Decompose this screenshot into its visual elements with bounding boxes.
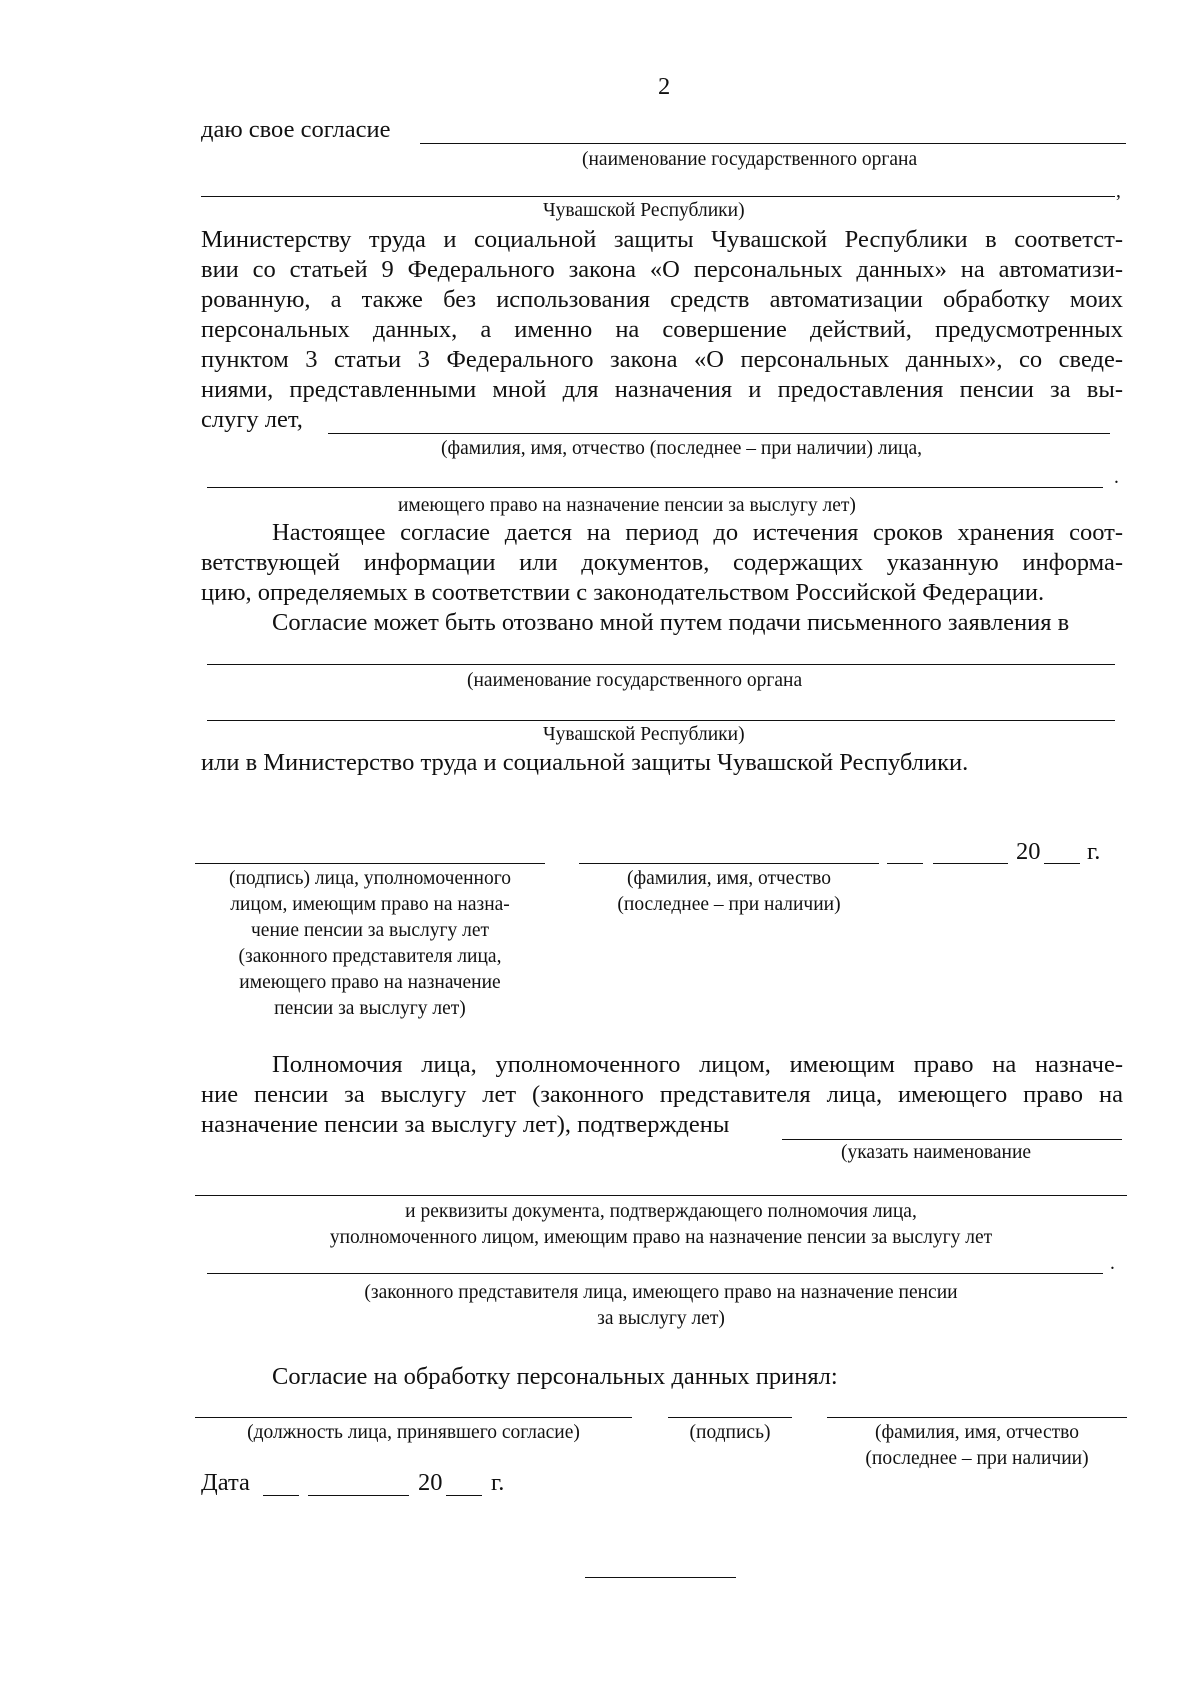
comma-mark: , (1116, 181, 1121, 202)
caption-position: (должность лица, принявшего согласие) (247, 1422, 580, 1443)
caption-signature-2: лицом, имеющим право на назна- (230, 894, 510, 915)
caption-signature-5: имеющего право на назначение (239, 972, 501, 993)
date-year-suffix: г. (491, 1469, 505, 1496)
consent-intro: даю свое согласие (201, 116, 391, 143)
period-mark-2: . (1110, 1253, 1115, 1274)
para1-line-6: ниями, представленными мной для назначения и предоставления пенсии за вы- (201, 376, 1123, 403)
authority-doc-line-2[interactable] (195, 1195, 1127, 1196)
caption-accept-signature: (подпись) (689, 1422, 771, 1443)
applicant-name-line-2[interactable] (207, 487, 1103, 488)
date-label: Дата (201, 1469, 250, 1496)
authority-doc-line-3[interactable] (207, 1273, 1103, 1274)
caption-fio-line-1: (фамилия, имя, отчество (последнее – при наличии) лица, (441, 438, 922, 459)
caption-state-body-1: (наименование государственного органа (582, 149, 918, 170)
para2-line-1: Настоящее согласие дается на период до истечения сроков хранения соот- (272, 519, 1123, 546)
sign-year-suffix: г. (1087, 838, 1101, 865)
revocation-body-line-2[interactable] (207, 720, 1115, 721)
revocation-body-line-1[interactable] (207, 664, 1115, 665)
para2-line-2: ветствующей информации или документов, содержащих указанную информа- (201, 549, 1123, 576)
para4-line-1: Полномочия лица, уполномоченного лицом, имеющим право на назначе- (272, 1051, 1123, 1078)
para1-line-2: вии со статьей 9 Федерального закона «О персональных данных» на автоматизи- (201, 256, 1123, 283)
caption-signature-4: (законного представителя лица, (238, 946, 502, 967)
caption-signature-1: (подпись) лица, уполномоченного (229, 868, 511, 889)
authority-doc-line-1[interactable] (782, 1139, 1122, 1140)
applicant-name-line-1[interactable] (328, 433, 1110, 434)
sign-year-line[interactable] (1044, 863, 1080, 864)
caption-chuvash-2: Чувашской Республики) (543, 724, 745, 745)
para4-line-3: назначение пенсии за выслугу лет), подтверждены (201, 1111, 730, 1138)
signer-fio-line[interactable] (579, 863, 879, 864)
date-year-line[interactable] (446, 1495, 482, 1496)
caption-signer-fio-2: (последнее – при наличии) (617, 894, 841, 915)
caption-chuvash-1: Чувашской Республики) (543, 200, 745, 221)
para1-line-3: рованную, а также без использования средств автоматизации обработку моих (201, 286, 1123, 313)
para4-line-2: ние пенсии за выслугу лет (законного представителя лица, имеющего право на (201, 1081, 1123, 1108)
caption-doc-details-2: уполномоченного лицом, имеющим право на назначение пенсии за выслугу лет (329, 1227, 993, 1248)
state-body-line-2[interactable] (201, 196, 1115, 197)
caption-accept-fio-2: (последнее – при наличии) (865, 1448, 1089, 1469)
caption-doc-rep-2: за выслугу лет) (597, 1308, 725, 1329)
para2-line-3: цию, определяемых в соответствии с законодательством Российской Федерации. (201, 579, 1045, 606)
page-number: 2 (658, 73, 671, 100)
sign-month-line[interactable] (933, 863, 1008, 864)
caption-state-body-2: (наименование государственного органа (467, 670, 803, 691)
sign-day-line[interactable] (887, 863, 923, 864)
caption-doc-rep-1: (законного представителя лица, имеющего право на назначение пенсии (364, 1282, 958, 1303)
para1-line-4: персональных данных, а именно на совершение действий, предусмотренных (201, 316, 1123, 343)
accepted-heading: Согласие на обработку персональных данных принял: (272, 1363, 838, 1390)
caption-signature-3: чение пенсии за выслугу лет (251, 920, 489, 941)
signature-line[interactable] (195, 863, 545, 864)
caption-signer-fio-1: (фамилия, имя, отчество (627, 868, 831, 889)
sign-year-prefix: 20 (1016, 838, 1041, 865)
para1-line-7: слугу лет, (201, 406, 303, 433)
para1-line-5: пунктом 3 статьи 3 Федерального закона «О персональных данных», со сведе- (201, 346, 1123, 373)
closing-separator (585, 1577, 736, 1578)
position-line[interactable] (195, 1417, 632, 1418)
caption-fio-line-2: имеющего право на назначение пенсии за выслугу лет) (398, 495, 856, 516)
para3-line-1: Согласие может быть отозвано мной путем подачи письменного заявления в (272, 609, 1070, 636)
state-body-line-1[interactable] (420, 143, 1126, 144)
date-year-prefix: 20 (418, 1469, 443, 1496)
caption-accept-fio-1: (фамилия, имя, отчество (875, 1422, 1079, 1443)
accept-fio-line[interactable] (827, 1417, 1127, 1418)
accept-signature-line[interactable] (668, 1417, 792, 1418)
caption-doc-name: (указать наименование (841, 1142, 1032, 1163)
para1-line-1: Министерству труда и социальной защиты Чувашской Республики в соответст- (201, 226, 1123, 253)
caption-doc-details-1: и реквизиты документа, подтверждающего полномочия лица, (405, 1201, 917, 1222)
period-mark: . (1114, 467, 1119, 488)
para3-line-end: или в Министерство труда и социальной защиты Чувашской Республики. (201, 749, 969, 776)
caption-signature-6: пенсии за выслугу лет) (274, 998, 466, 1019)
date-month-line[interactable] (308, 1495, 409, 1496)
date-day-line[interactable] (263, 1495, 299, 1496)
